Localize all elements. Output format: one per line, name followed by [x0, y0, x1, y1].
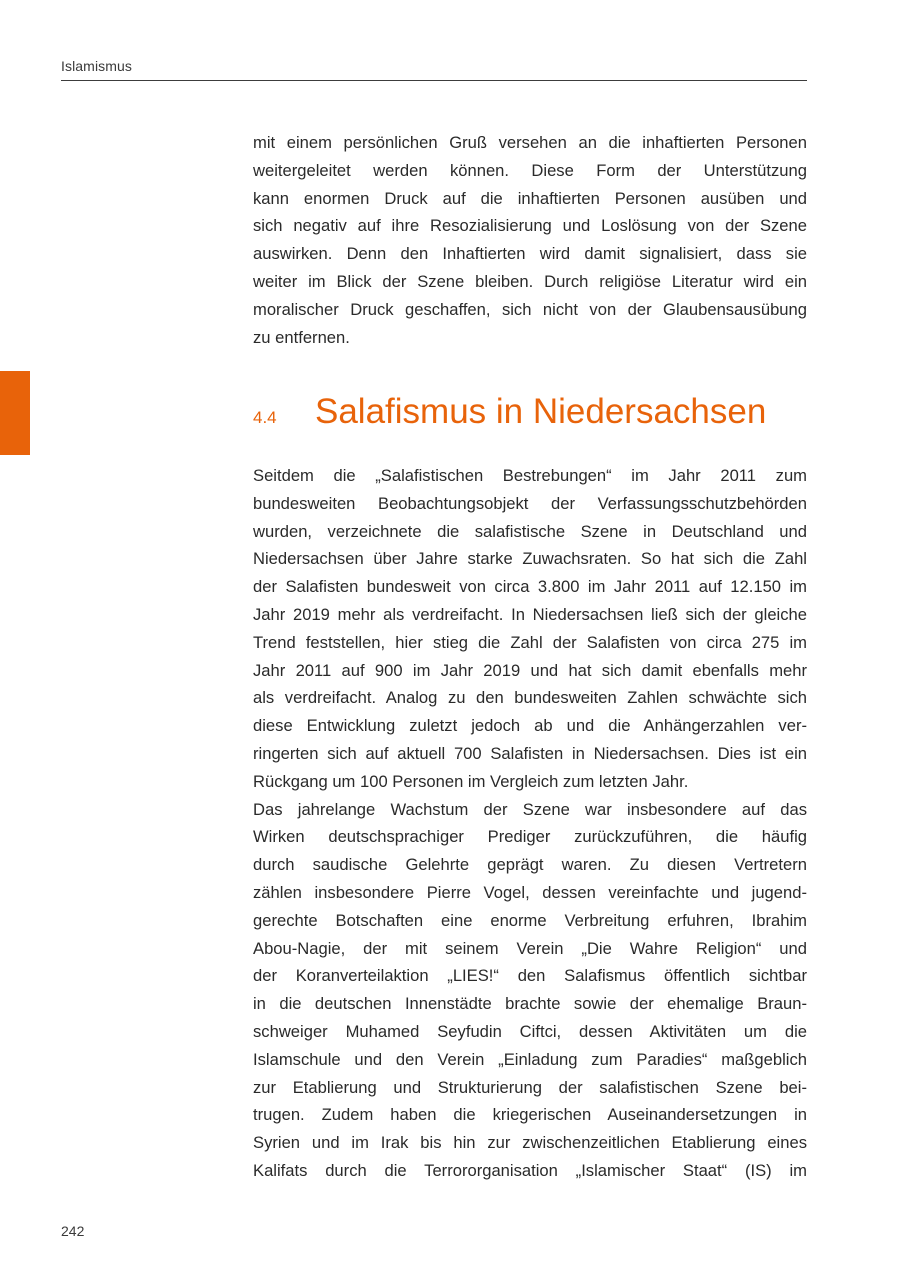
- text-line: zählen insbesondere Pierre Vogel, dessen vereinfachte und jugend-: [253, 882, 807, 902]
- section-title: Salafismus in Niedersachsen: [315, 392, 767, 431]
- text-line: der Koranverteilaktion „LIES!“ den Salafismus öffentlich sichtbar: [253, 966, 807, 986]
- text-line: Syrien und im Irak bis hin zur zwischenzeitlichen Etablierung eines: [253, 1133, 807, 1153]
- text-line: trugen. Zudem haben die kriegerischen Auseinandersetzungen in: [253, 1105, 807, 1125]
- text-line: Islamschule und den Verein „Einladung zum Paradies“ maßgeblich: [253, 1049, 807, 1069]
- page-number: 242: [61, 1223, 85, 1239]
- text-line: in die deutschen Innenstädte brachte sowie der ehemalige Braun-: [253, 994, 807, 1014]
- text-line: Trend feststellen, hier stieg die Zahl der Salafisten von circa 275 im: [253, 632, 807, 652]
- text-line: auswirken. Denn den Inhaftierten wird damit signalisiert, dass sie: [253, 244, 807, 264]
- text-line: wurden, verzeichnete die salafistische Szene in Deutschland und: [253, 521, 807, 541]
- text-line: Jahr 2019 mehr als verdreifacht. In Niedersachsen ließ sich der gleiche: [253, 604, 807, 624]
- text-line: Rückgang um 100 Personen im Vergleich zum letzten Jahr.: [253, 771, 689, 791]
- text-line: weitergeleitet werden können. Diese Form der Unterstützung: [253, 160, 807, 180]
- text-line: Das jahrelange Wachstum der Szene war insbesondere auf das: [253, 799, 807, 819]
- text-line: sich negativ auf ihre Resozialisierung und Loslösung von der Szene: [253, 216, 807, 236]
- section-number: 4.4: [253, 408, 277, 427]
- text-line: Wirken deutschsprachiger Prediger zurückzuführen, die häufig: [253, 827, 807, 847]
- text-line: Jahr 2011 auf 900 im Jahr 2019 und hat sich damit ebenfalls mehr: [253, 660, 807, 680]
- text-line: der Salafisten bundesweit von circa 3.800 im Jahr 2011 auf 12.150 im: [253, 577, 807, 597]
- intro-paragraph: [253, 129, 807, 351]
- text-line: moralischer Druck geschaffen, sich nicht von der Glaubensausübung: [253, 299, 807, 319]
- text-line: kann enormen Druck auf die inhaftierten Personen ausüben und: [253, 188, 807, 208]
- text-line: weiter im Blick der Szene bleiben. Durch religiöse Literatur wird ein: [253, 271, 807, 291]
- text-line: diese Entwicklung zuletzt jedoch ab und die Anhängerzahlen ver-: [253, 716, 807, 736]
- text-line: Seitdem die „Salafistischen Bestrebungen“ im Jahr 2011 zum: [253, 466, 807, 485]
- text-line: zu entfernen.: [253, 327, 350, 347]
- running-head-title: Islamismus: [61, 58, 133, 74]
- text-line: mit einem persönlichen Gruß versehen an die inhaftierten Personen: [253, 133, 807, 152]
- text-line: durch saudische Gelehrte geprägt waren. Zu diesen Vertretern: [253, 855, 807, 875]
- paragraph-preachers: [253, 796, 807, 1185]
- text-line: Abou-Nagie, der mit seinem Verein „Die Wahre Religion“ und: [253, 938, 807, 958]
- paragraph-salafist-numbers: [253, 462, 807, 796]
- chapter-side-tab: [0, 371, 30, 455]
- text-line: schweiger Muhamed Seyfudin Ciftci, dessen Aktivitäten um die: [253, 1021, 807, 1041]
- text-line: gerechte Botschaften eine enorme Verbreitung erfuhren, Ibrahim: [253, 910, 807, 930]
- text-line: zur Etablierung und Strukturierung der salafistischen Szene bei-: [253, 1077, 807, 1097]
- text-line: ringerten sich auf aktuell 700 Salafisten in Niedersachsen. Dies ist ein: [253, 743, 807, 763]
- section-heading: [253, 392, 766, 432]
- header-rule: [61, 80, 807, 81]
- text-line: bundesweiten Beobachtungsobjekt der Verfassungsschutzbehörden: [253, 493, 807, 513]
- text-line: Kalifats durch die Terrororganisation „Islamischer Staat“ (IS) im: [253, 1160, 807, 1180]
- text-line: Niedersachsen über Jahre starke Zuwachsraten. So hat sich die Zahl: [253, 549, 807, 569]
- text-line: als verdreifacht. Analog zu den bundesweiten Zahlen schwächte sich: [253, 688, 807, 708]
